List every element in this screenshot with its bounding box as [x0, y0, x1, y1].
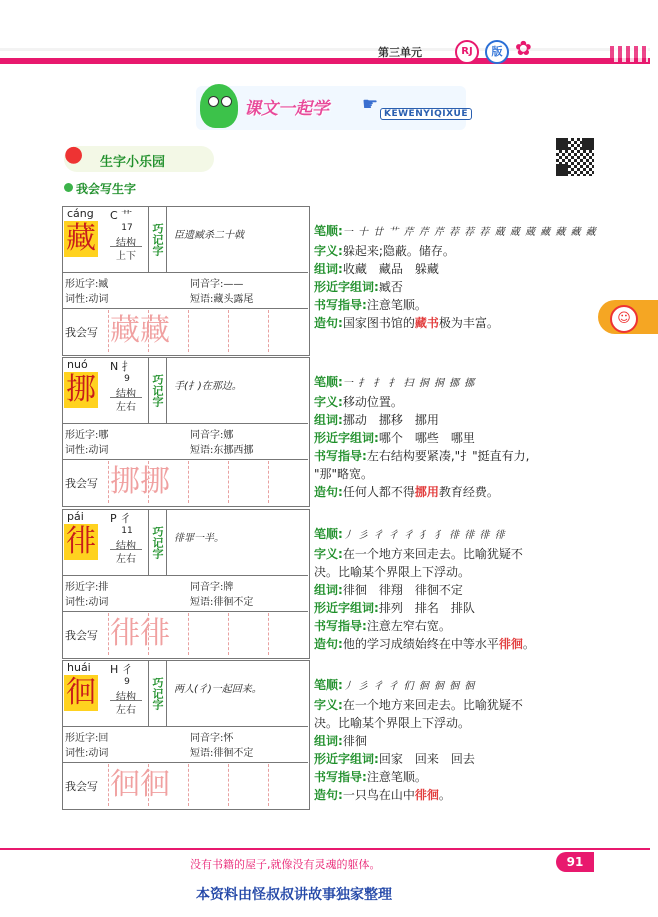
checker-decoration	[610, 46, 648, 62]
zuci-label: 组词:	[314, 583, 343, 597]
fairy-decoration-icon: ✿	[515, 36, 532, 60]
word-examples: 徘徊	[342, 734, 367, 748]
sentence-highlight: 徘徊	[498, 637, 523, 651]
ziyi-label: 字义:	[314, 244, 343, 258]
structure-value: 左右	[110, 397, 142, 413]
structure-label: 结构	[116, 389, 136, 400]
sentence-label: 造句:	[314, 485, 343, 499]
capital-radical: H 彳	[110, 663, 133, 676]
mnemonic: 两人(彳)一起回来。	[174, 684, 262, 695]
ziyi-label: 字义:	[314, 395, 343, 409]
write-label: 我会写	[65, 629, 98, 642]
unit-label: 第三单元	[378, 46, 422, 59]
mnemonic: 臣遗臧杀二十戟	[174, 230, 244, 241]
homophone: 同音字:怀	[190, 733, 234, 744]
practice-cell[interactable]	[228, 764, 269, 806]
edition-rj-badge: RJ	[455, 40, 479, 64]
meaning-cont: 决。比喻某个界限上下浮动。	[314, 716, 471, 730]
big-character: 挪	[66, 372, 96, 407]
writing-guide: 注意笔顺。	[366, 298, 427, 312]
bishun-label: 笔顺:	[314, 678, 343, 692]
similar-words-label: 形近字组词:	[314, 601, 379, 615]
apple-icon: ●	[64, 142, 84, 167]
bullet-icon	[64, 183, 73, 192]
word-examples: 徘徊 徘翔 徘徊不定	[342, 583, 463, 597]
homophone: 同音字:——	[190, 279, 244, 290]
part-of-speech: 词性:动词	[65, 748, 109, 759]
pinyin: pái	[67, 510, 84, 523]
sentence-label: 造句:	[314, 637, 343, 651]
section-subtitle: 我会写生字	[76, 182, 137, 196]
phrase: 短语:东挪西挪	[190, 445, 254, 456]
structure-value: 左右	[110, 549, 142, 565]
writing-guide-label: 书写指导:	[314, 298, 367, 312]
qr-code[interactable]	[556, 138, 594, 176]
similar-words: 排列 排名 排队	[378, 601, 475, 615]
trace-characters: 挪挪	[110, 464, 170, 499]
write-label: 我会写	[65, 780, 98, 793]
zuci-label: 组词:	[314, 413, 343, 427]
practice-cell[interactable]	[268, 613, 309, 655]
stroke-count: 9	[124, 677, 130, 687]
char-card	[62, 660, 310, 810]
qiao-ji-label: 巧记字	[148, 660, 167, 726]
big-character: 徘	[66, 524, 96, 559]
meaning: 躲起来;隐蔽。储存。	[342, 244, 455, 258]
footer-quote: 没有书籍的屋子,就像没有灵魂的躯体。	[190, 858, 381, 871]
structure-value: 上下	[110, 246, 142, 262]
sentence-post: 。	[438, 788, 451, 802]
similar-words-label: 形近字组词:	[314, 431, 379, 445]
sentence-pre: 一只鸟在山中	[342, 788, 415, 802]
writing-guide: 注意笔顺。	[366, 770, 427, 784]
hand-pointer-icon: ☛	[362, 94, 379, 115]
stroke-count: 11	[121, 526, 133, 536]
trace-characters: 徊徊	[110, 767, 170, 802]
page-number: 91	[556, 852, 594, 872]
mascot-face-icon: ☺	[610, 305, 638, 333]
big-character: 藏	[66, 221, 96, 256]
bishun-label: 笔顺:	[314, 527, 343, 541]
sentence-highlight: 挪用	[414, 485, 439, 499]
big-character: 徊	[66, 675, 96, 710]
similar-words: 回家 回来 回去	[378, 752, 475, 766]
similar-words: 哪个 哪些 哪里	[378, 431, 475, 445]
similar-words-label: 形近字组词:	[314, 280, 379, 294]
pinyin: nuó	[67, 358, 88, 371]
trace-characters: 徘徘	[110, 616, 170, 651]
stroke-order: 丿 彡 彳 彳 们 徊 徊 徊 徊	[342, 681, 476, 692]
capital-radical: N 扌	[110, 360, 133, 373]
ziyi-label: 字义:	[314, 698, 343, 712]
edition-ban-badge: 版	[485, 40, 509, 64]
structure-value: 左右	[110, 700, 142, 716]
writing-guide-label: 书写指导:	[314, 449, 367, 463]
capital-radical: C 艹	[110, 209, 133, 222]
part-of-speech: 词性:动词	[65, 294, 109, 305]
qiao-ji-label: 巧记字	[148, 357, 167, 423]
practice-cell[interactable]	[188, 310, 229, 352]
ziyi-label: 字义:	[314, 547, 343, 561]
header-bar	[0, 58, 650, 64]
word-examples: 挪动 挪移 挪用	[342, 413, 439, 427]
sentence-pre: 国家图书馆的	[342, 316, 415, 330]
practice-cell[interactable]	[188, 613, 229, 655]
homophone: 同音字:娜	[190, 430, 234, 441]
char-card	[62, 509, 310, 659]
sentence-post: 。	[522, 637, 535, 651]
sentence-post: 教育经费。	[438, 485, 499, 499]
similar-char: 形近字:臧	[65, 279, 109, 290]
part-of-speech: 词性:动词	[65, 597, 109, 608]
char-card	[62, 206, 310, 356]
practice-cell[interactable]	[228, 613, 269, 655]
qiao-ji-label: 巧记字	[148, 206, 167, 272]
meaning: 移动位置。	[342, 395, 403, 409]
sentence-highlight: 藏书	[414, 316, 439, 330]
practice-cell[interactable]	[228, 310, 269, 352]
bishun-label: 笔顺:	[314, 224, 343, 238]
structure-label: 结构	[116, 692, 136, 703]
pinyin: cáng	[67, 207, 94, 220]
phrase: 短语:徘徊不定	[190, 748, 254, 759]
similar-char: 形近字:排	[65, 582, 109, 593]
zuci-label: 组词:	[314, 262, 343, 276]
writing-guide: 注意左窄右宽。	[366, 619, 451, 633]
mascot-icon	[200, 84, 238, 128]
practice-cell[interactable]	[188, 764, 229, 806]
structure-label: 结构	[116, 541, 136, 552]
char-info	[314, 676, 604, 804]
writing-guide-label: 书写指导:	[314, 770, 367, 784]
char-info	[314, 373, 604, 501]
stroke-order: 一 十 廿 艹 芹 芹 芹 荐 荐 荐 蔵 蔵 蔵 藏 藏 藏 藏	[342, 227, 597, 238]
similar-words-label: 形近字组词:	[314, 752, 379, 766]
practice-cell[interactable]	[268, 310, 309, 352]
write-label: 我会写	[65, 477, 98, 490]
write-label: 我会写	[65, 326, 98, 339]
sentence-post: 极为丰富。	[438, 316, 499, 330]
meaning: 在一个地方来回走去。比喻犹疑不	[342, 698, 523, 712]
phrase: 短语:藏头露尾	[190, 294, 254, 305]
meaning: 在一个地方来回走去。比喻犹疑不	[342, 547, 523, 561]
sentence-label: 造句:	[314, 788, 343, 802]
stroke-order: 一 扌 扌 扌 扫 挏 挏 挪 挪	[342, 378, 476, 389]
writing-guide-label: 书写指导:	[314, 619, 367, 633]
structure-label: 结构	[116, 238, 136, 249]
qiao-ji-label: 巧记字	[148, 509, 167, 575]
banner-subtitle: KEWENYIQIXUE	[380, 108, 472, 120]
similar-words: 臧否	[378, 280, 403, 294]
practice-cell[interactable]	[228, 461, 269, 503]
homophone: 同音字:牌	[190, 582, 234, 593]
practice-cell[interactable]	[188, 461, 229, 503]
credit-line: 本资料由怪叔叔讲故事独家整理	[196, 887, 392, 903]
sentence-label: 造句:	[314, 316, 343, 330]
practice-cell[interactable]	[268, 461, 309, 503]
mnemonic: 徘罪一半。	[174, 533, 224, 544]
char-info	[314, 222, 604, 332]
writing-guide-cont: "那"略宽。	[314, 467, 374, 481]
char-card	[62, 357, 310, 507]
banner-title: 课文一起学	[244, 99, 329, 119]
bishun-label: 笔顺:	[314, 375, 343, 389]
section-title: 生字小乐园	[100, 155, 166, 170]
sentence-pre: 他的学习成绩始终在中等水平	[342, 637, 499, 651]
capital-radical: P 彳	[110, 512, 132, 525]
writing-guide: 左右结构要紧凑,"扌"挺直有力,	[366, 449, 530, 463]
pinyin: huái	[67, 661, 91, 674]
char-info	[314, 525, 604, 653]
sentence-highlight: 徘徊	[414, 788, 439, 802]
sentence-pre: 任何人都不得	[342, 485, 415, 499]
meaning-cont: 决。比喻某个界限上下浮动。	[314, 565, 471, 579]
footer-line	[0, 848, 650, 850]
similar-char: 形近字:哪	[65, 430, 109, 441]
stroke-count: 9	[124, 374, 130, 384]
word-examples: 收藏 藏品 躲藏	[342, 262, 439, 276]
trace-characters: 藏藏	[110, 313, 170, 348]
stroke-count: 17	[121, 223, 133, 233]
phrase: 短语:徘徊不定	[190, 597, 254, 608]
similar-char: 形近字:回	[65, 733, 109, 744]
part-of-speech: 词性:动词	[65, 445, 109, 456]
stroke-order: 丿 彡 彳 彳 彳 犭 犭 徘 徘 徘 徘	[342, 530, 506, 541]
practice-cell[interactable]	[268, 764, 309, 806]
mnemonic: 手(扌)在那边。	[174, 381, 242, 392]
header-top-band	[0, 48, 650, 51]
zuci-label: 组词:	[314, 734, 343, 748]
